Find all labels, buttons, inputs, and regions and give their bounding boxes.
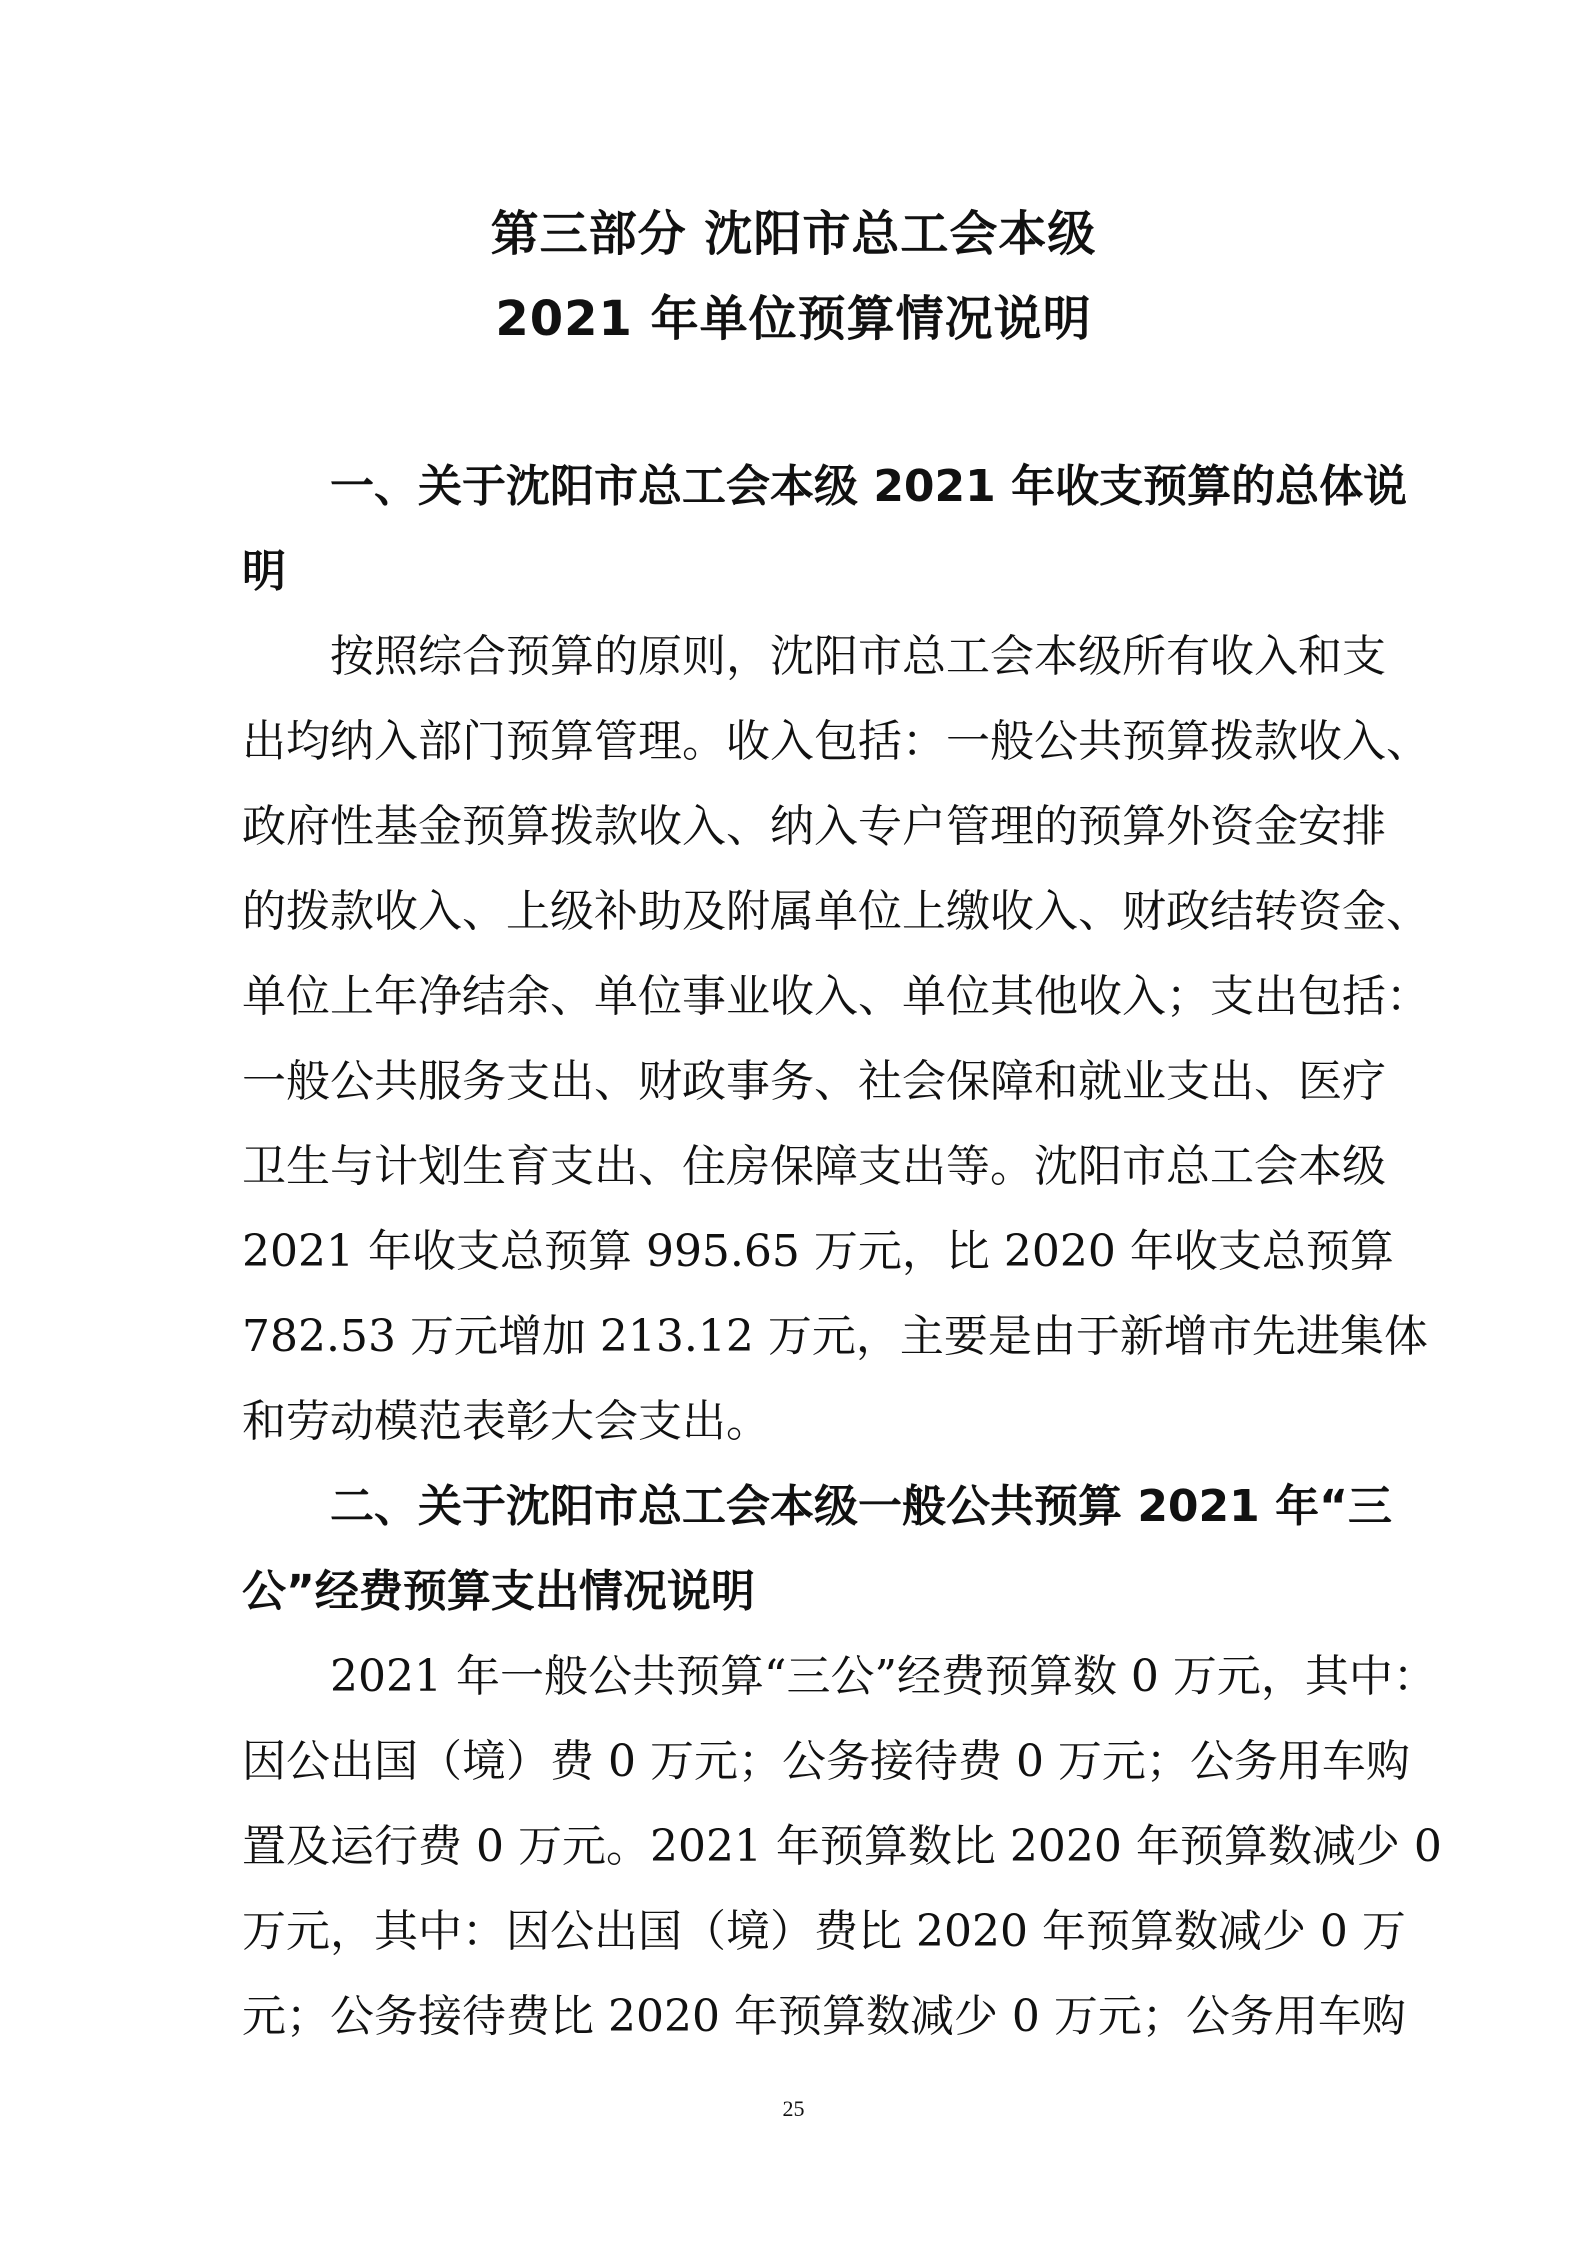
section-2-heading-line-2: 公”经费预算支出情况说明	[242, 1566, 755, 1617]
section-1-body-line: 和劳动模范表彰大会支出。	[242, 1396, 770, 1447]
section-1-body-line: 的拨款收入、上级补助及附属单位上缴收入、财政结转资金、	[242, 886, 1430, 937]
document-title-line-1: 第三部分 沈阳市总工会本级	[490, 206, 1097, 262]
section-1-heading-line-2: 明	[242, 546, 286, 597]
section-2-body-line: 置及运行费 0 万元。2021 年预算数比 2020 年预算数减少 0	[242, 1821, 1442, 1872]
section-2-body-line: 2021 年一般公共预算“三公”经费预算数 0 万元，其中：	[330, 1651, 1437, 1702]
section-1-body-line: 按照综合预算的原则，沈阳市总工会本级所有收入和支	[330, 631, 1386, 682]
section-1-body-line: 782.53 万元增加 213.12 万元，主要是由于新增市先进集体	[242, 1311, 1428, 1362]
section-1-body-line: 政府性基金预算拨款收入、纳入专户管理的预算外资金安排	[242, 801, 1386, 852]
document-title-line-2: 2021 年单位预算情况说明	[495, 291, 1092, 347]
section-2-body-line: 元；公务接待费比 2020 年预算数减少 0 万元；公务用车购	[242, 1991, 1406, 2042]
section-2-body-line: 万元，其中：因公出国（境）费比 2020 年预算数减少 0 万	[242, 1906, 1406, 1957]
section-1-body-line: 2021 年收支总预算 995.65 万元，比 2020 年收支总预算	[242, 1226, 1394, 1277]
section-2-heading-line-1: 二、关于沈阳市总工会本级一般公共预算 2021 年“三	[330, 1481, 1393, 1532]
section-1-body-line: 出均纳入部门预算管理。收入包括：一般公共预算拨款收入、	[242, 716, 1430, 767]
section-1-heading-line-1: 一、关于沈阳市总工会本级 2021 年收支预算的总体说	[330, 461, 1408, 512]
section-1-body-line: 一般公共服务支出、财政事务、社会保障和就业支出、医疗	[242, 1056, 1386, 1107]
page-number: 25	[782, 2096, 805, 2121]
section-1-body-line: 卫生与计划生育支出、住房保障支出等。沈阳市总工会本级	[242, 1141, 1386, 1192]
section-2-body-line: 因公出国（境）费 0 万元；公务接待费 0 万元；公务用车购	[242, 1736, 1410, 1787]
section-1-body-line: 单位上年净结余、单位事业收入、单位其他收入；支出包括：	[242, 971, 1430, 1022]
